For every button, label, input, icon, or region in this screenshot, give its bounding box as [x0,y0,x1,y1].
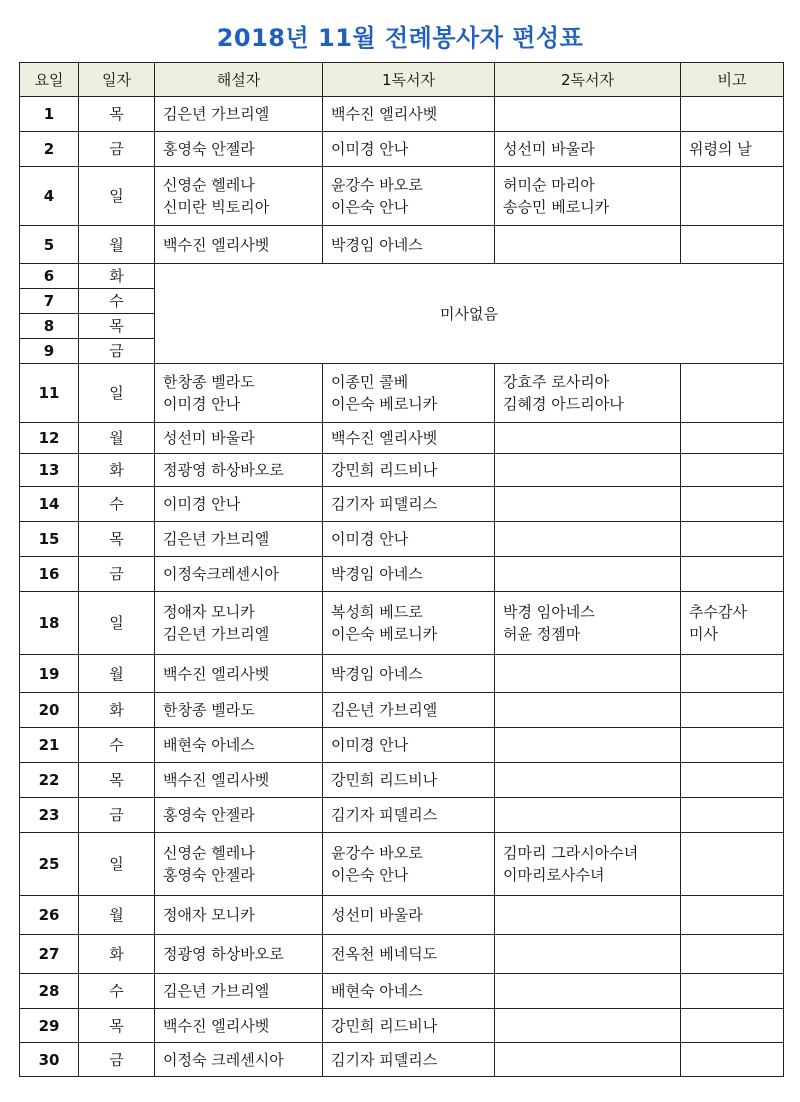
commentator-cell: 한창종 벨라도 이미경 안나 [155,364,323,423]
table-row [20,226,784,264]
commentator-cell: 정광영 하상바오로 [155,935,323,974]
weekday-cell: 화 [79,264,155,289]
day-number-cell: 20 [20,693,79,728]
first-reader-cell: 박경임 아네스 [323,226,495,264]
table-row [20,132,784,167]
weekday-cell: 목 [79,314,155,339]
weekday-cell: 금 [79,132,155,167]
second-reader-cell: 박경 임아네스 허윤 정젬마 [495,592,681,655]
table-row [20,935,784,974]
second-reader-cell [495,557,681,592]
header-row [20,63,784,97]
table-row [20,728,784,763]
second-reader-cell [495,226,681,264]
second-reader-cell [495,693,681,728]
table-row [20,693,784,728]
weekday-cell: 금 [79,557,155,592]
day-number-cell: 6 [20,264,79,289]
day-number-cell: 25 [20,833,79,896]
table-row [20,522,784,557]
table-row [20,423,784,454]
note-cell [681,97,784,132]
header-cell: 요일 [20,63,79,97]
day-number-cell: 14 [20,487,79,522]
first-reader-cell: 박경임 아네스 [323,557,495,592]
table-row [20,798,784,833]
first-reader-cell: 윤강수 바오로 이은숙 안나 [323,167,495,226]
first-reader-cell: 박경임 아네스 [323,655,495,693]
weekday-cell: 수 [79,289,155,314]
first-reader-cell: 김기자 피델리스 [323,1043,495,1077]
second-reader-cell [495,522,681,557]
weekday-cell: 금 [79,339,155,364]
table-row [20,1009,784,1043]
day-number-cell: 26 [20,896,79,935]
first-reader-cell: 강민희 리드비나 [323,454,495,487]
table-row [20,487,784,522]
weekday-cell: 목 [79,522,155,557]
first-reader-cell: 백수진 엘리사벳 [323,97,495,132]
weekday-cell: 월 [79,226,155,264]
first-reader-cell: 김기자 피델리스 [323,798,495,833]
commentator-cell: 백수진 엘리사벳 [155,1009,323,1043]
table-row [20,592,784,655]
first-reader-cell: 복성희 베드로 이은숙 베로니카 [323,592,495,655]
day-number-cell: 1 [20,97,79,132]
commentator-cell: 김은년 가브리엘 [155,974,323,1009]
note-cell [681,167,784,226]
table-row [20,896,784,935]
day-number-cell: 12 [20,423,79,454]
second-reader-cell: 김마리 그라시아수녀 이마리로사수녀 [495,833,681,896]
second-reader-cell [495,935,681,974]
day-number-cell: 28 [20,974,79,1009]
first-reader-cell: 이종민 콜베 이은숙 베로니카 [323,364,495,423]
note-cell [681,896,784,935]
note-cell [681,1043,784,1077]
weekday-cell: 일 [79,833,155,896]
second-reader-cell [495,728,681,763]
second-reader-cell [495,974,681,1009]
commentator-cell: 김은년 가브리엘 [155,522,323,557]
commentator-cell: 김은년 가브리엘 [155,97,323,132]
note-cell [681,557,784,592]
note-cell [681,655,784,693]
first-reader-cell: 강민희 리드비나 [323,1009,495,1043]
first-reader-cell: 김기자 피델리스 [323,487,495,522]
day-number-cell: 18 [20,592,79,655]
commentator-cell: 정애자 모니카 김은년 가브리엘 [155,592,323,655]
header-cell: 2독서자 [495,63,681,97]
table-row [20,833,784,896]
second-reader-cell [495,423,681,454]
day-number-cell: 15 [20,522,79,557]
note-cell [681,364,784,423]
commentator-cell: 백수진 엘리사벳 [155,655,323,693]
day-number-cell: 21 [20,728,79,763]
day-number-cell: 2 [20,132,79,167]
first-reader-cell: 백수진 엘리사벳 [323,423,495,454]
day-number-cell: 19 [20,655,79,693]
second-reader-cell [495,655,681,693]
page-title: 2018년 11월 전례봉사자 편성표 [216,24,584,52]
day-number-cell: 22 [20,763,79,798]
first-reader-cell: 이미경 안나 [323,522,495,557]
no-mass-cell: 미사없음 [155,264,784,364]
day-number-cell: 16 [20,557,79,592]
commentator-cell: 이정숙 크레센시아 [155,1043,323,1077]
note-cell [681,487,784,522]
note-cell [681,423,784,454]
note-cell [681,522,784,557]
table-row [20,264,784,289]
weekday-cell: 월 [79,896,155,935]
weekday-cell: 일 [79,167,155,226]
second-reader-cell: 허미순 마리아 송승민 베로니카 [495,167,681,226]
weekday-cell: 목 [79,763,155,798]
day-number-cell: 4 [20,167,79,226]
first-reader-cell: 김은년 가브리엘 [323,693,495,728]
header-cell: 비고 [681,63,784,97]
day-number-cell: 11 [20,364,79,423]
weekday-cell: 금 [79,798,155,833]
note-cell [681,454,784,487]
table-row [20,557,784,592]
commentator-cell: 정광영 하상바오로 [155,454,323,487]
day-number-cell: 29 [20,1009,79,1043]
schedule-table [19,62,784,1077]
table-row [20,763,784,798]
weekday-cell: 일 [79,364,155,423]
note-cell [681,974,784,1009]
weekday-cell: 일 [79,592,155,655]
header-cell: 일자 [79,63,155,97]
header-cell: 해설자 [155,63,323,97]
first-reader-cell: 배현숙 아네스 [323,974,495,1009]
table-row [20,655,784,693]
day-number-cell: 23 [20,798,79,833]
commentator-cell: 이미경 안나 [155,487,323,522]
second-reader-cell [495,97,681,132]
day-number-cell: 27 [20,935,79,974]
second-reader-cell [495,1043,681,1077]
weekday-cell: 월 [79,655,155,693]
weekday-cell: 화 [79,693,155,728]
note-cell [681,728,784,763]
commentator-cell: 백수진 엘리사벳 [155,226,323,264]
commentator-cell: 홍영숙 안젤라 [155,132,323,167]
table-row [20,167,784,226]
note-cell [681,763,784,798]
note-cell [681,798,784,833]
first-reader-cell: 강민희 리드비나 [323,763,495,798]
commentator-cell: 한창종 벨라도 [155,693,323,728]
commentator-cell: 신영순 헬레나 홍영숙 안젤라 [155,833,323,896]
first-reader-cell: 성선미 바울라 [323,896,495,935]
weekday-cell: 월 [79,423,155,454]
commentator-cell: 백수진 엘리사벳 [155,763,323,798]
day-number-cell: 8 [20,314,79,339]
table-row [20,97,784,132]
weekday-cell: 목 [79,1009,155,1043]
note-cell [681,833,784,896]
weekday-cell: 수 [79,974,155,1009]
day-number-cell: 7 [20,289,79,314]
commentator-cell: 정애자 모니카 [155,896,323,935]
first-reader-cell: 전옥천 베네딕도 [323,935,495,974]
note-cell [681,693,784,728]
first-reader-cell: 이미경 안나 [323,132,495,167]
commentator-cell: 배현숙 아네스 [155,728,323,763]
day-number-cell: 9 [20,339,79,364]
table-row [20,364,784,423]
note-cell [681,226,784,264]
table-row [20,974,784,1009]
commentator-cell: 홍영숙 안젤라 [155,798,323,833]
second-reader-cell [495,454,681,487]
second-reader-cell [495,1009,681,1043]
table-row [20,1043,784,1077]
weekday-cell: 수 [79,728,155,763]
day-number-cell: 30 [20,1043,79,1077]
commentator-cell: 성선미 바울라 [155,423,323,454]
second-reader-cell [495,896,681,935]
weekday-cell: 수 [79,487,155,522]
weekday-cell: 금 [79,1043,155,1077]
commentator-cell: 이정숙크레센시아 [155,557,323,592]
second-reader-cell: 강효주 로사리아 김혜경 아드리아나 [495,364,681,423]
note-cell [681,935,784,974]
second-reader-cell [495,487,681,522]
first-reader-cell: 이미경 안나 [323,728,495,763]
note-cell: 위령의 날 [681,132,784,167]
weekday-cell: 화 [79,935,155,974]
note-cell: 추수감사 미사 [681,592,784,655]
commentator-cell: 신영순 헬레나 신미란 빅토리아 [155,167,323,226]
day-number-cell: 13 [20,454,79,487]
weekday-cell: 화 [79,454,155,487]
second-reader-cell [495,798,681,833]
day-number-cell: 5 [20,226,79,264]
weekday-cell: 목 [79,97,155,132]
table-row [20,454,784,487]
note-cell [681,1009,784,1043]
first-reader-cell: 윤강수 바오로 이은숙 안나 [323,833,495,896]
second-reader-cell [495,763,681,798]
second-reader-cell: 성선미 바울라 [495,132,681,167]
header-cell: 1독서자 [323,63,495,97]
